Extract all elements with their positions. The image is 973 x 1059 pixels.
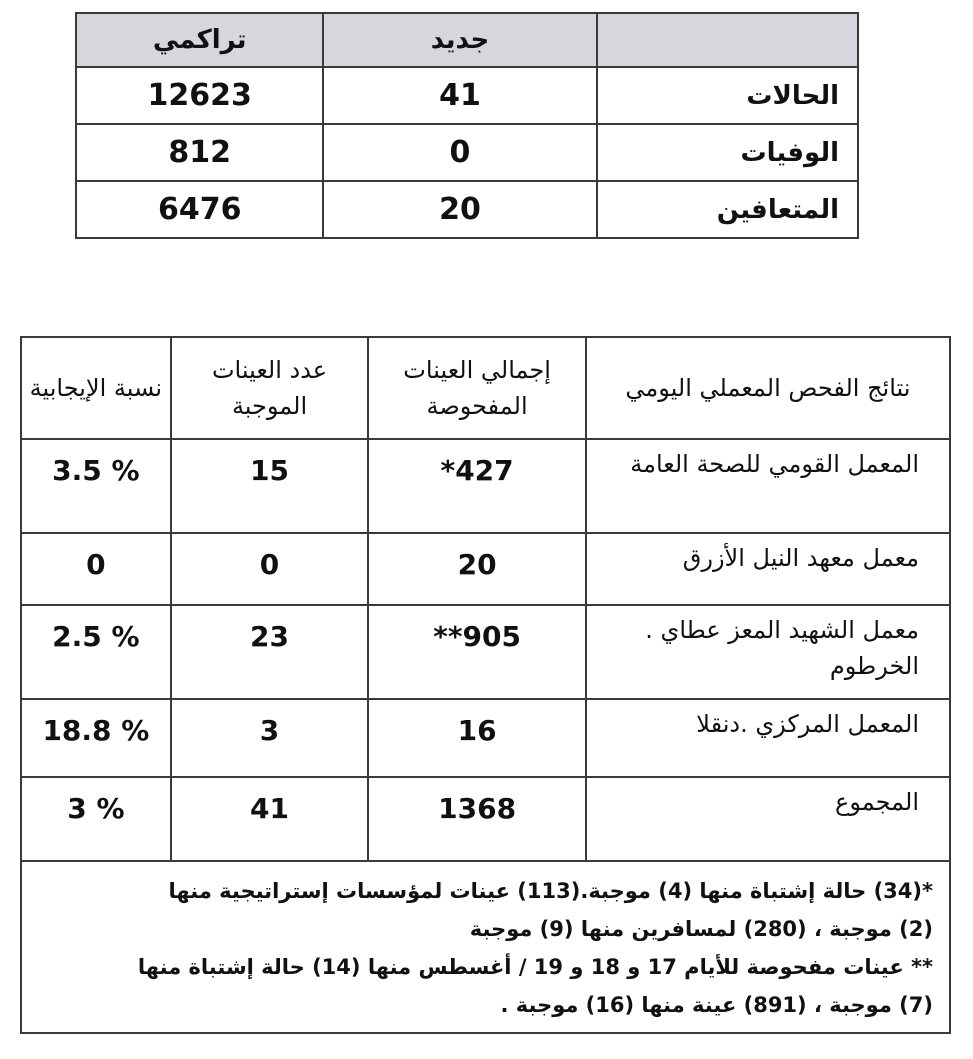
- footnote-line: ** عينات مفحوصة للأيام 17 و 18 و 19 / أغسطس منها (14) حالة إشتباة منها: [137, 955, 933, 979]
- table-row: [21, 699, 950, 777]
- cumulative-value: 12623: [76, 67, 323, 124]
- new-value: 41: [323, 67, 596, 124]
- positivity-ratio: 3 %: [21, 777, 171, 861]
- total-samples: 905**: [368, 605, 586, 699]
- footnote-line: (7) موجبة ، (891) عينة منها (16) موجبة .: [500, 993, 933, 1017]
- summary-header-row: [76, 13, 858, 67]
- cumulative-value: 6476: [76, 181, 323, 238]
- header-total-samples: إجمالي العينات المفحوصة: [368, 337, 586, 439]
- total-samples: 20: [368, 533, 586, 605]
- total-samples: 1368: [368, 777, 586, 861]
- positivity-ratio: 3.5 %: [21, 439, 171, 533]
- new-value: 20: [323, 181, 596, 238]
- table-row: [21, 605, 950, 699]
- header-positivity-ratio: نسبة الإيجابية: [21, 337, 171, 439]
- lab-results-table: [20, 336, 951, 1034]
- positive-samples: 15: [171, 439, 369, 533]
- lab-name: المعمل القومي للصحة العامة: [586, 439, 950, 533]
- table-row: [76, 124, 858, 181]
- lab-name: المعمل المركزي .دنقلا: [586, 699, 950, 777]
- table-row: [76, 181, 858, 238]
- summary-header-cumulative: تراكمي: [76, 13, 323, 67]
- notes-row: [21, 861, 950, 1033]
- positive-samples: 41: [171, 777, 369, 861]
- table-row: [76, 67, 858, 124]
- lab-name: المجموع: [586, 777, 950, 861]
- table-row: [21, 533, 950, 605]
- lab-name: معمل معهد النيل الأزرق: [586, 533, 950, 605]
- cumulative-value: 812: [76, 124, 323, 181]
- total-row: [21, 777, 950, 861]
- summary-header-label: [597, 13, 858, 67]
- positive-samples: 23: [171, 605, 369, 699]
- table-row: [21, 439, 950, 533]
- footnotes: [21, 861, 950, 1033]
- lab-header-row: [21, 337, 950, 439]
- lab-name: معمل الشهيد المعز عطاي . الخرطوم: [586, 605, 950, 699]
- total-samples: 427*: [368, 439, 586, 533]
- row-label: الحالات: [597, 67, 858, 124]
- positivity-ratio: 18.8 %: [21, 699, 171, 777]
- positive-samples: 3: [171, 699, 369, 777]
- positivity-ratio: 0: [21, 533, 171, 605]
- positive-samples: 0: [171, 533, 369, 605]
- summary-table: [75, 12, 859, 239]
- footnote-line: (2) موجبة ، (280) لمسافرين منها (9) موجبة: [469, 917, 933, 941]
- positivity-ratio: 2.5 %: [21, 605, 171, 699]
- row-label: المتعافين: [597, 181, 858, 238]
- new-value: 0: [323, 124, 596, 181]
- footnote-line: *(34) حالة إشتباة منها (4) موجبة.(113) عينات لمؤسسات إستراتيجية منها: [168, 879, 933, 903]
- row-label: الوفيات: [597, 124, 858, 181]
- header-positive-samples: عدد العينات الموجبة: [171, 337, 369, 439]
- header-lab: نتائج الفحص المعملي اليومي: [586, 337, 950, 439]
- summary-header-new: جديد: [323, 13, 596, 67]
- total-samples: 16: [368, 699, 586, 777]
